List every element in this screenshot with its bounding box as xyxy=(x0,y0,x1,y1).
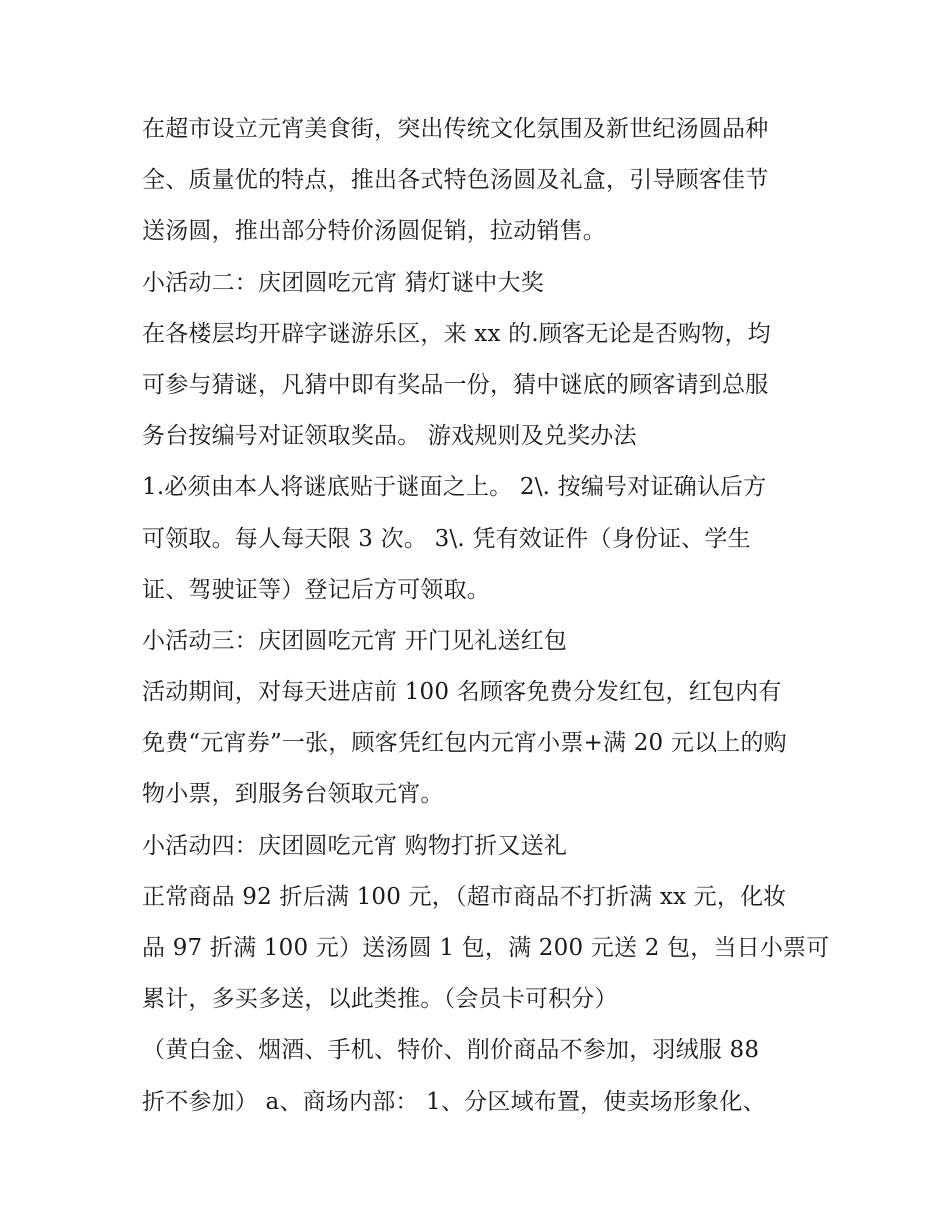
body-line: 活动期间，对每天进店前 100 名顾客免费分发红包，红包内有 xyxy=(142,679,782,706)
body-line: 正常商品 92 折后满 100 元，（超市商品不打折满 xx 元，化妆 xyxy=(142,883,787,910)
body-line: 证、驾驶证等）登记后方可领取。 xyxy=(142,576,490,603)
document-body xyxy=(142,104,830,1128)
body-line: 全、质量优的特点，推出各式特色汤圆及礼盒，引导顾客佳节 xyxy=(142,167,769,194)
body-line: 累计，多买多送，以此类推。（会员卡可积分） xyxy=(142,986,618,1013)
body-line: 务台按编号对证领取奖品。 游戏规则及兑奖办法 xyxy=(142,423,637,450)
body-line: 物小票，到服务台领取元宵。 xyxy=(142,781,444,808)
body-line: 折不参加） a、商场内部： 1、分区域布置，使卖场形象化、 xyxy=(142,1088,766,1115)
body-line: （黄白金、烟酒、手机、特价、削价商品不参加，羽绒服 88 xyxy=(142,1037,760,1064)
body-line: 送汤圆，推出部分特价汤圆促销，拉动销售。 xyxy=(142,218,606,245)
section-heading: 小活动三：庆团圆吃元宵 开门见礼送红包 xyxy=(142,627,568,654)
body-line: 在超市设立元宵美食街，突出传统文化氛围及新世纪汤圆品种 xyxy=(142,116,769,142)
body-line: 1.必须由本人将谜底贴于谜面之上。 2\. 按编号对证确认后方 xyxy=(142,474,767,501)
section-heading: 小活动四：庆团圆吃元宵 购物打折又送礼 xyxy=(142,832,568,859)
body-line: 可参与猜谜，凡猜中即有奖品一份，猜中谜底的顾客请到总服 xyxy=(142,371,769,398)
body-line: 可领取。每人每天限 3 次。 3\. 凭有效证件（身份证、学生 xyxy=(142,525,751,552)
section-heading: 小活动二：庆团圆吃元宵 猜灯谜中大奖 xyxy=(142,269,544,296)
body-line: 免费“元宵券”一张，顾客凭红包内元宵小票+满 20 元以上的购 xyxy=(142,730,787,757)
body-line: 品 97 折满 100 元）送汤圆 1 包，满 200 元送 2 包，当日小票可 xyxy=(142,935,830,961)
body-line: 在各楼层均开辟字谜游乐区，来 xx 的.顾客无论是否购物，均 xyxy=(142,320,771,347)
